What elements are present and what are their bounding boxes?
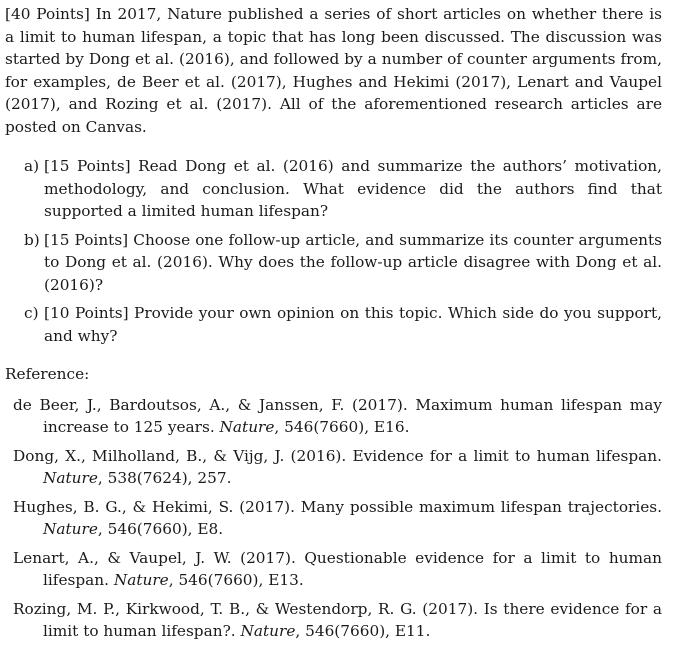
reference-item xyxy=(13,547,662,592)
question-label: a) xyxy=(24,157,40,175)
reference-text: Hughes, B. G., & Hekimi, S. (2017). Many possible maximum lifespan trajectories. xyxy=(13,497,662,516)
question-label: b) xyxy=(24,230,40,249)
reference-volume: , 546(7660), E13. xyxy=(168,571,304,589)
reference-item xyxy=(13,394,662,439)
reference-volume: , 538(7624), 257. xyxy=(97,469,232,487)
reference-journal: Nature xyxy=(219,418,275,436)
question-list xyxy=(24,155,662,347)
reference-journal: Nature xyxy=(43,469,98,487)
document-page xyxy=(5,3,662,649)
question-item xyxy=(24,302,662,347)
reference-item xyxy=(13,598,662,643)
question-label: c) xyxy=(24,304,39,322)
reference-volume: , 546(7660), E16. xyxy=(274,418,410,436)
reference-list xyxy=(13,394,662,643)
reference-text: Dong, X., Milholland, B., & Vijg, J. (2016). Evidence for a limit to human lifespan. xyxy=(13,446,662,465)
question-item xyxy=(24,229,662,297)
reference-text: Rozing, M. P., Kirkwood, T. B., & Westendorp, R. G. (2017). Is there evidence for a limit to human lifespan?. xyxy=(13,599,662,640)
reference-journal: Nature xyxy=(240,622,296,640)
reference-journal: Nature xyxy=(113,571,169,589)
question-item xyxy=(24,155,662,223)
assignment-intro: [40 Points] In 2017, Nature published a series of short articles on whether there is a limit to human lifespan, a topic that has long been discussed. The discussion was started by Dong et al. (2016), and followed by a number of counter arguments from, for examples, de Beer et al. (2017), Hughes and Hekimi (2017), Lenart and Vaupel (2017), and Rozing et al. (2017). All of the aforementioned research articles are posted on Canvas. xyxy=(5,5,662,136)
reference-item xyxy=(13,496,662,541)
reference-text: de Beer, J., Bardoutsos, A., & Janssen, F. (2017). Maximum human lifespan may increase to 125 years. xyxy=(13,395,662,436)
reference-heading: Reference: xyxy=(5,365,90,383)
reference-text: Lenart, A., & Vaupel, J. W. (2017). Questionable evidence for a limit to human lifespan. xyxy=(13,548,662,589)
question-text: [15 Points] Choose one follow-up article, and summarize its counter arguments to Dong et al. (2016). Why does the follow-up article disagree with Dong et al. (2016)? xyxy=(44,230,662,294)
reference-volume: , 546(7660), E8. xyxy=(97,520,224,538)
reference-volume: , 546(7660), E11. xyxy=(295,622,431,640)
question-text: [15 Points] Read Dong et al. (2016) and summarize the authors’ motivation, methodology, and conclusion. What evidence did the authors find that supported a limited human lifespan? xyxy=(44,157,662,220)
reference-journal: Nature xyxy=(43,520,98,538)
reference-item xyxy=(13,445,662,490)
question-text: [10 Points] Provide your own opinion on this topic. Which side do you support, and why? xyxy=(44,304,662,345)
